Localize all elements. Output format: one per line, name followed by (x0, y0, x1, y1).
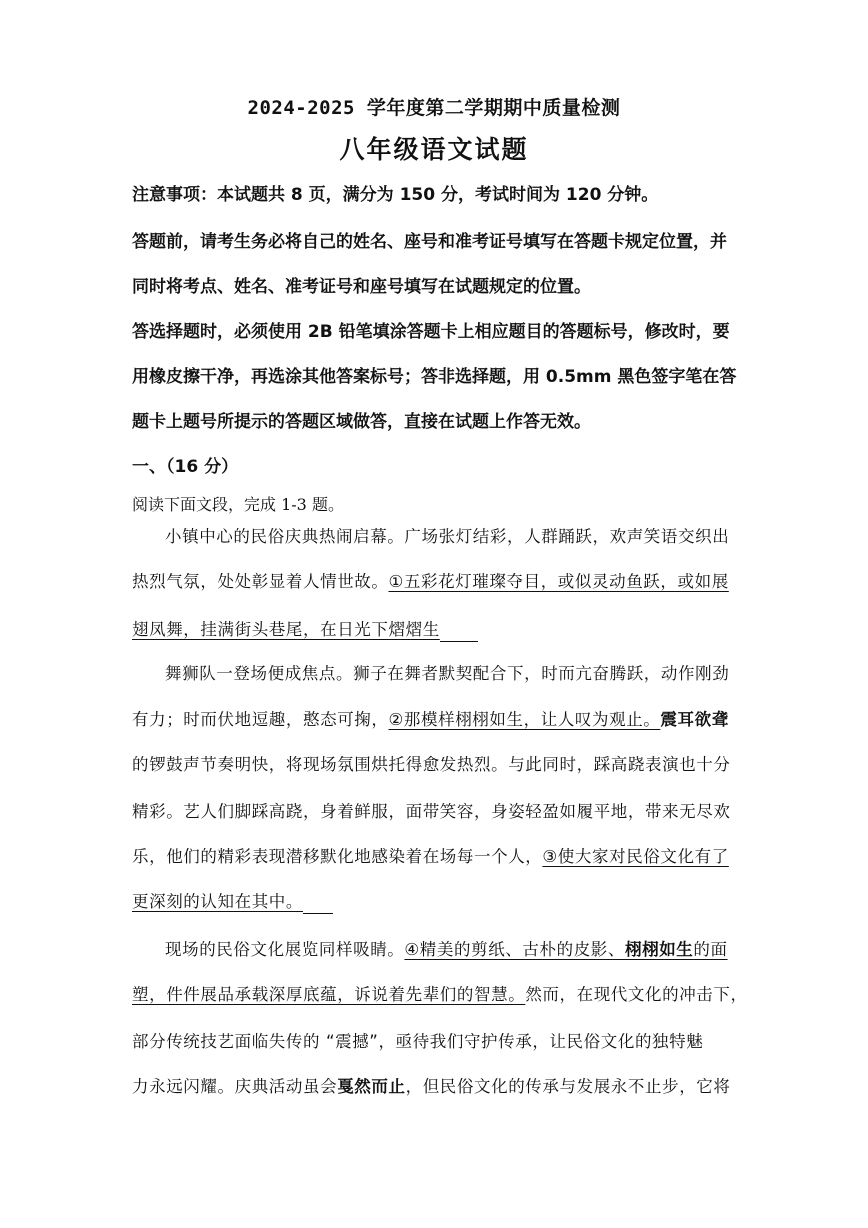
passage-line: 精彩。艺人们脚踩高跷，身着鲜服，面带笑容，身姿轻盈如履平地，带来无尽欢 (132, 802, 731, 821)
bold-idiom: 栩栩如生 (625, 940, 694, 959)
underlined-sentence-3: ③使大家对民俗文化有了 (542, 847, 729, 866)
passage-text: ，但民俗文化的传承与发展永不止步，它将 (405, 1077, 731, 1096)
underlined-sentence-4-cont: 塑，件件展品承载深厚底蕴，诉说着先辈们的智慧。 (132, 985, 526, 1004)
passage-text: 乐，他们的精彩表现潜移默化地感染着在场每一个人， (132, 847, 543, 866)
underlined-sentence-4-end: 的面 (693, 940, 728, 959)
passage-line (132, 570, 742, 594)
underlined-sentence-1-cont: 翅凤舞，挂满街头巷尾，在日光下熠熠生 (132, 620, 440, 639)
passage-line: 部分传统技艺面临失传的 “震撼”，亟待我们守护传承，让民俗文化的独特魅 (132, 1032, 704, 1051)
passage-line (132, 845, 742, 869)
underlined-sentence-3-cont: 更深刻的认知在其中。 (132, 892, 303, 911)
passage-text: 力永远闪耀。庆典活动虽会 (132, 1077, 338, 1096)
passage-line (132, 618, 742, 642)
exam-subtitle: 八年级语文试题 (339, 135, 529, 164)
underlined-sentence-2: ②那模样栩栩如生，让人叹为观止。 (388, 710, 661, 729)
bold-idiom: 震耳欲聋 (660, 710, 729, 729)
passage-line (132, 1075, 742, 1099)
passage-text: 热烈气氛，处处彰显着人情世故。 (132, 572, 389, 591)
notice-line-2: 答题前，请考生务必将自己的姓名、座号和准考证号填写在答题卡规定位置，并 (132, 232, 727, 252)
bold-idiom: 戛然而止 (337, 1077, 406, 1096)
notice-line-4: 答选择题时，必须使用 2B 铅笔填涂答题卡上相应题目的答题标号，修改时，要 (132, 322, 730, 342)
passage-text: 现场的民俗文化展览同样吸睛。 (165, 940, 405, 959)
notice-line-1: 注意事项：本试题共 8 页，满分为 150 分，考试时间为 120 分钟。 (132, 185, 659, 205)
underlined-sentence-4: ④精美的剪纸、古朴的皮影、 (404, 940, 625, 959)
section-instruction: 阅读下面文段，完成 1-3 题。 (132, 495, 344, 514)
notice-line-3: 同时将考点、姓名、准考证号和座号填写在试题规定的位置。 (132, 277, 591, 297)
blank-underline (303, 897, 333, 914)
passage-line: 的锣鼓声节奏明快，将现场氛围烘托得愈发热烈。与此同时，踩高跷表演也十分 (132, 755, 731, 774)
notice-line-6: 题卡上题号所提示的答题区域做答，直接在试题上作答无效。 (132, 412, 591, 432)
underlined-sentence-1: ①五彩花灯璀璨夺目，或似灵动鱼跃，或如展 (388, 572, 729, 591)
section-heading: 一、（16 分） (132, 457, 239, 477)
passage-line (132, 708, 742, 732)
passage-line: 小镇中心的民俗庆典热闹启幕。广场张灯结彩，人群踊跃，欢声笑语交织出 (165, 527, 730, 546)
blank-underline (440, 625, 478, 642)
notice-line-5: 用橡皮擦干净，再选涂其他答案标号；答非选择题，用 0.5mm 黑色签字笔在答 (132, 367, 737, 387)
passage-line (132, 890, 742, 914)
exam-title: 2024-2025 学年度第二学期期中质量检测 (247, 97, 621, 119)
passage-line (165, 938, 742, 962)
passage-text: 有力；时而伏地逗趣，憨态可掬， (132, 710, 389, 729)
passage-line (132, 983, 748, 1007)
passage-text: 然而，在现代文化的冲击下， (525, 985, 748, 1004)
passage-line: 舞狮队一登场便成焦点。狮子在舞者默契配合下，时而亢奋腾跃，动作刚劲 (165, 664, 730, 683)
